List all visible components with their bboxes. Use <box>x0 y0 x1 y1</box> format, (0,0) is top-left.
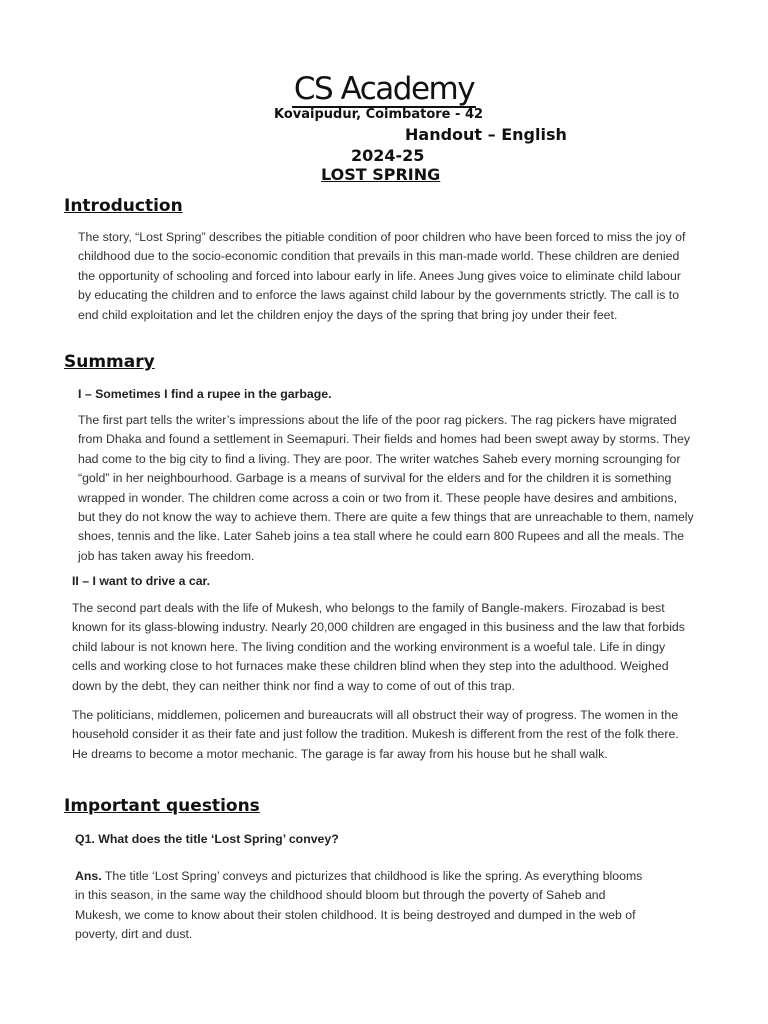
answer-label: Ans. <box>75 869 102 883</box>
handout-subject: Handout – English <box>405 125 567 144</box>
part1-text: The first part tells the writer’s impressions about the life of the poor rag pickers. The rag pickers have migrated from Dhaka and found a settlement in Seemapuri. Their fields and homes had been swept away by storms. They had come to the big city to find a living. They are poor. The writer watches Saheb every morning scrounging for “gold” in her neighbourhood. Garbage is a means of survival for the elders and for the children it is something wrapped in wonder. The children come across a coin or two from it. These people have desires and ambitions, but they do not know the way to achieve them. There are quite a few things that are unreachable to them, namely shoes, tennis and the like. Later Saheb joins a tea stall where he could earn 800 Rupees and all the meals. The job has taken away his freedom. <box>78 413 694 563</box>
logo-text: CS Academy <box>293 71 475 107</box>
academy-logo <box>0 70 768 108</box>
academic-year: 2024-25 <box>351 146 425 165</box>
answer-text: The title ‘Lost Spring’ conveys and picturizes that childhood is like the spring. As everything blooms in this season, in the same way the childhood should bloom but through the poverty of Saheb and Mukesh, we come to know about their stolen childhood. It is being destroyed and dumped in the web of poverty, dirt and dust. <box>75 869 643 942</box>
question-1: Q1. What does the title ‘Lost Spring’ convey? <box>75 832 339 846</box>
introduction-text: The story, “Lost Spring” describes the pitiable condition of poor children who have been forced to miss the joy of childhood due to the socio-economic condition that prevails in this man-made world. These children are denied the opportunity of schooling and forced into labour early in life. Anees Jung gives voice to eliminate child labour by educating the children and to enforce the laws against child labour by the governments strictly. The call is to end child exploitation and let the children enjoy the days of the spring that bring joy under their feet. <box>78 230 686 322</box>
lesson-title: LOST SPRING <box>321 165 441 184</box>
answer-1 <box>75 867 653 945</box>
questions-heading: Important questions <box>64 796 260 816</box>
part2-title: II – I want to drive a car. <box>72 574 211 588</box>
part2-text-1: The second part deals with the life of Mukesh, who belongs to the family of Bangle-makers. Firozabad is best known for its glass-blowing industry. Nearly 20,000 children are engaged in this business and the law that forbids child labour is not known here. The living condition and the working environment is a woeful tale. Life in dingy cells and working close to hot furnaces make these children blind when they step into the adulthood. Weighed down by the debt, they can neither think nor find a way to come of out of this trap. <box>72 601 685 693</box>
introduction-heading: Introduction <box>64 196 183 216</box>
part1-title: I – Sometimes I find a rupee in the garbage. <box>78 387 332 401</box>
part2-text-2: The politicians, middlemen, policemen and bureaucrats will all obstruct their way of progress. The women in the household consider it as their fate and just follow the tradition. Mukesh is different from the rest of the folk there. He dreams to become a motor mechanic. The garage is far away from his house but he shall walk. <box>72 708 679 761</box>
summary-heading: Summary <box>64 352 155 372</box>
academy-address: Kovaipudur, Coimbatore - 42 <box>274 107 484 122</box>
